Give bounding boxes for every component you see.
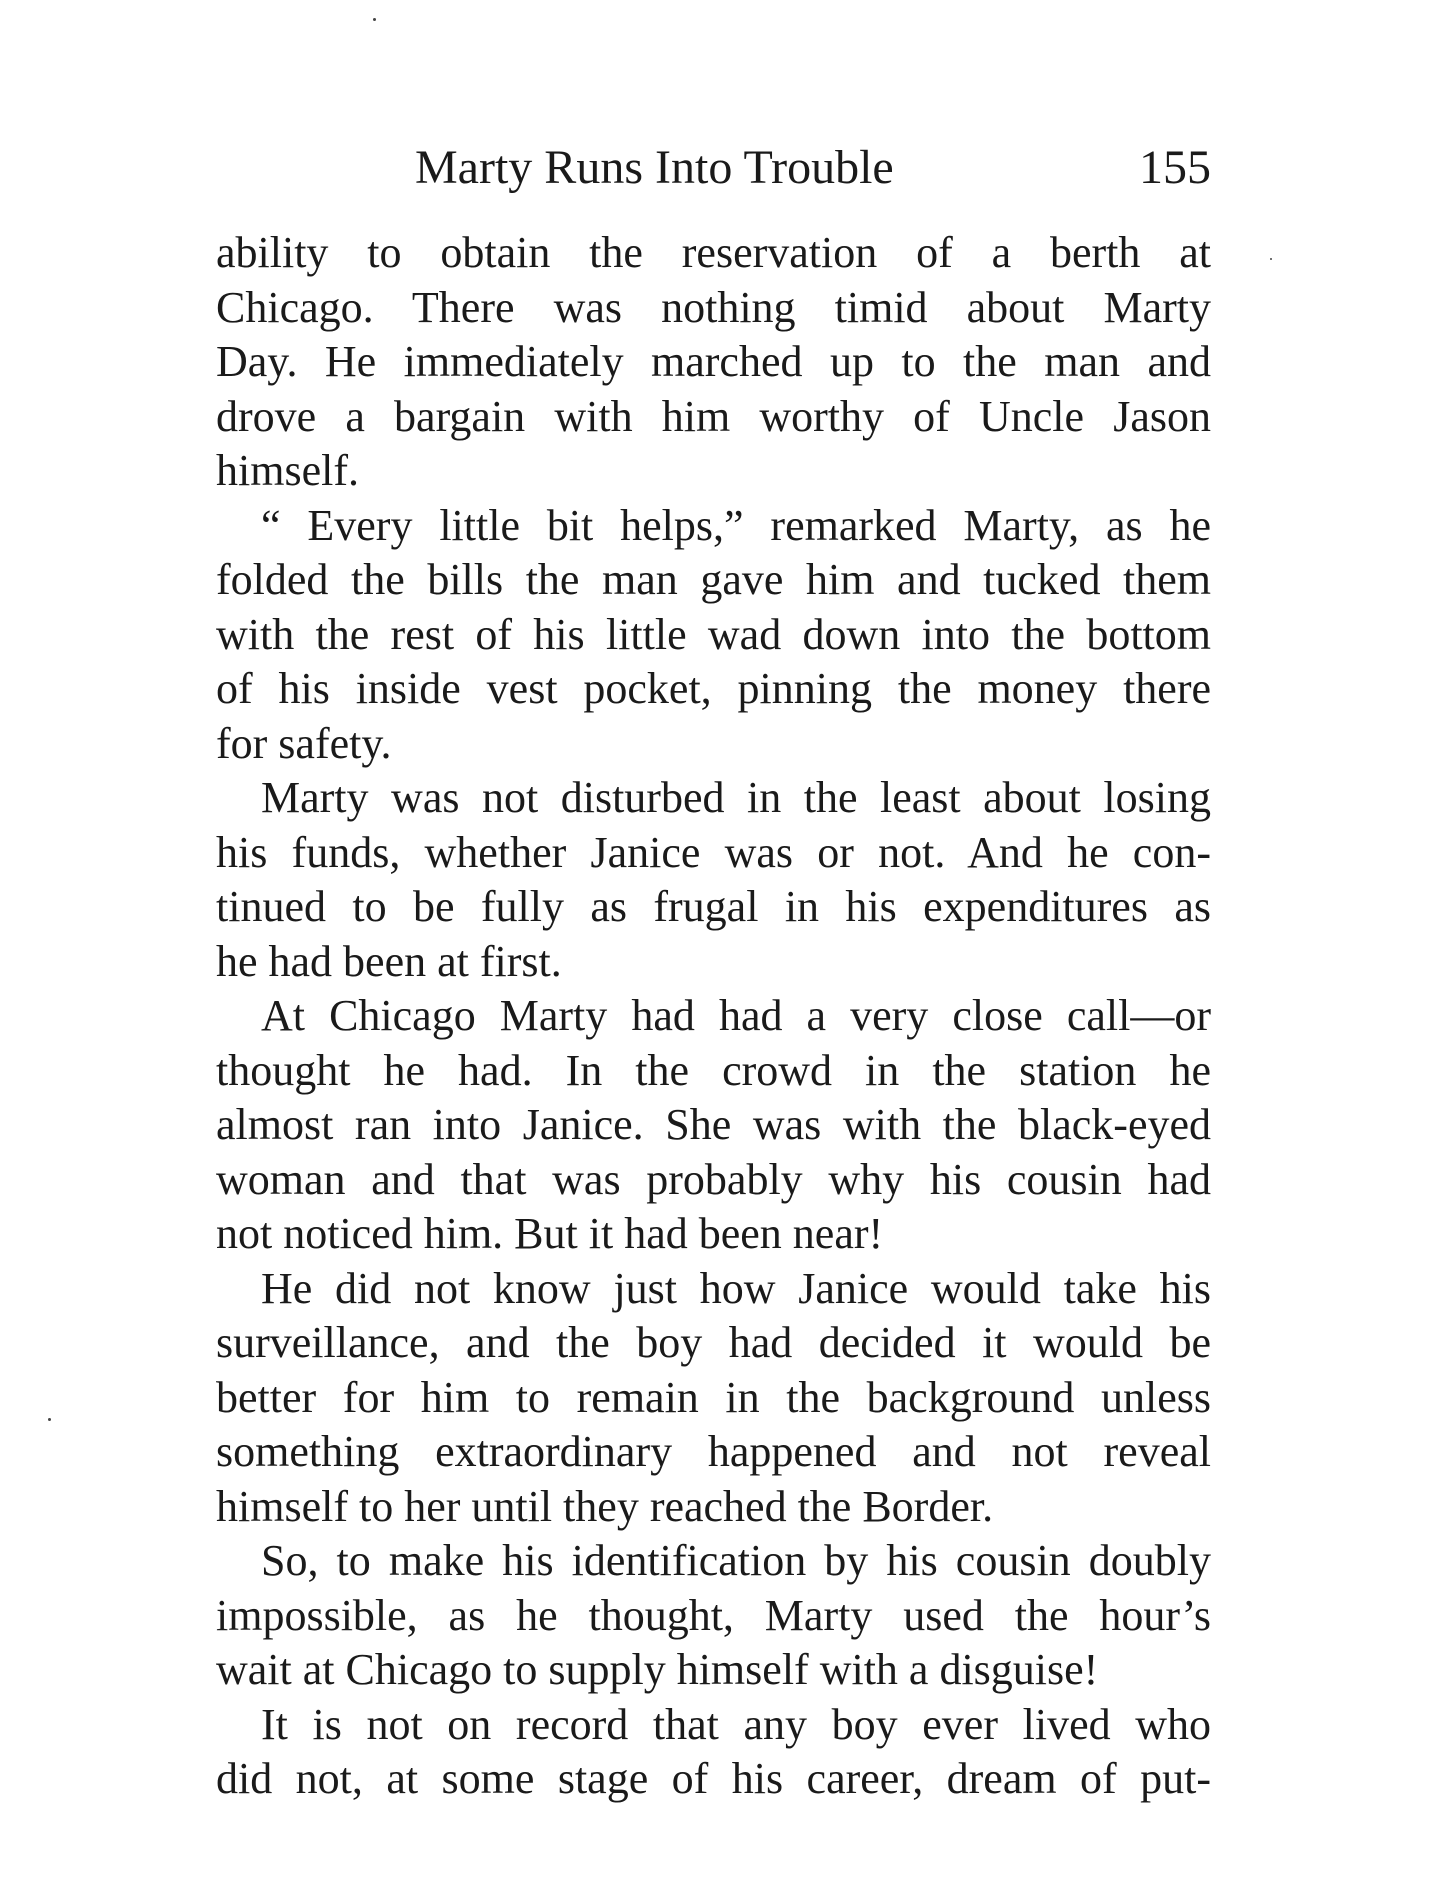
text-line: folded the bills the man gave him and tucked them <box>216 555 1211 604</box>
text-line: drove a bargain with him worthy of Uncle Jason <box>216 391 1211 441</box>
text-line: He did not know just how Janice would take his <box>261 1263 1211 1313</box>
text-line: of his inside vest pocket, pinning the money there <box>216 664 1211 713</box>
text-line: “ Every little bit helps,” remarked Marty, as he <box>261 500 1211 550</box>
text-line: better for him to remain in the background unless <box>216 1372 1211 1422</box>
text-line: not noticed him. But it had been near! <box>216 1209 884 1258</box>
print-speck <box>1270 258 1272 260</box>
print-speck <box>48 1418 51 1421</box>
print-speck <box>373 18 376 21</box>
text-line: with the rest of his little wad down into the bottom <box>216 609 1211 659</box>
text-line: himself. <box>216 446 359 495</box>
text-line: something extraordinary happened and not reveal <box>216 1427 1211 1476</box>
text-line: surveillance, and the boy had decided it would be <box>216 1318 1211 1367</box>
page-header <box>216 138 1211 198</box>
text-line: It is not on record that any boy ever lived who <box>261 1699 1211 1749</box>
text-line: almost ran into Janice. She was with the black-eyed <box>216 1100 1211 1149</box>
text-line: for safety. <box>216 718 392 768</box>
text-line: himself to her until they reached the Border. <box>216 1481 994 1531</box>
text-line: wait at Chicago to supply himself with a disguise! <box>216 1645 1099 1694</box>
text-line: woman and that was probably why his cousin had <box>216 1154 1211 1204</box>
text-line: At Chicago Marty had had a very close call—or <box>261 991 1211 1040</box>
text-line: Day. He immediately marched up to the man and <box>216 337 1211 386</box>
text-line: So, to make his identification by his cousin doubly <box>261 1536 1211 1585</box>
text-line: he had been at first. <box>216 936 562 986</box>
text-line: Chicago. There was nothing timid about Marty <box>216 282 1211 332</box>
text-line: impossible, as he thought, Marty used the hour’s <box>216 1590 1211 1640</box>
running-title: Marty Runs Into Trouble <box>415 141 894 194</box>
text-line: ability to obtain the reservation of a berth at <box>216 228 1211 277</box>
text-line: tinued to be fully as frugal in his expenditures as <box>216 882 1211 931</box>
body-text <box>216 226 1211 1807</box>
page-number: 155 <box>1139 141 1211 194</box>
text-line: Marty was not disturbed in the least about losing <box>261 773 1211 822</box>
text-line: did not, at some stage of his career, dream of put- <box>216 1754 1211 1803</box>
text-line: thought he had. In the crowd in the station he <box>216 1045 1211 1095</box>
text-line: his funds, whether Janice was or not. And he con- <box>216 827 1211 877</box>
